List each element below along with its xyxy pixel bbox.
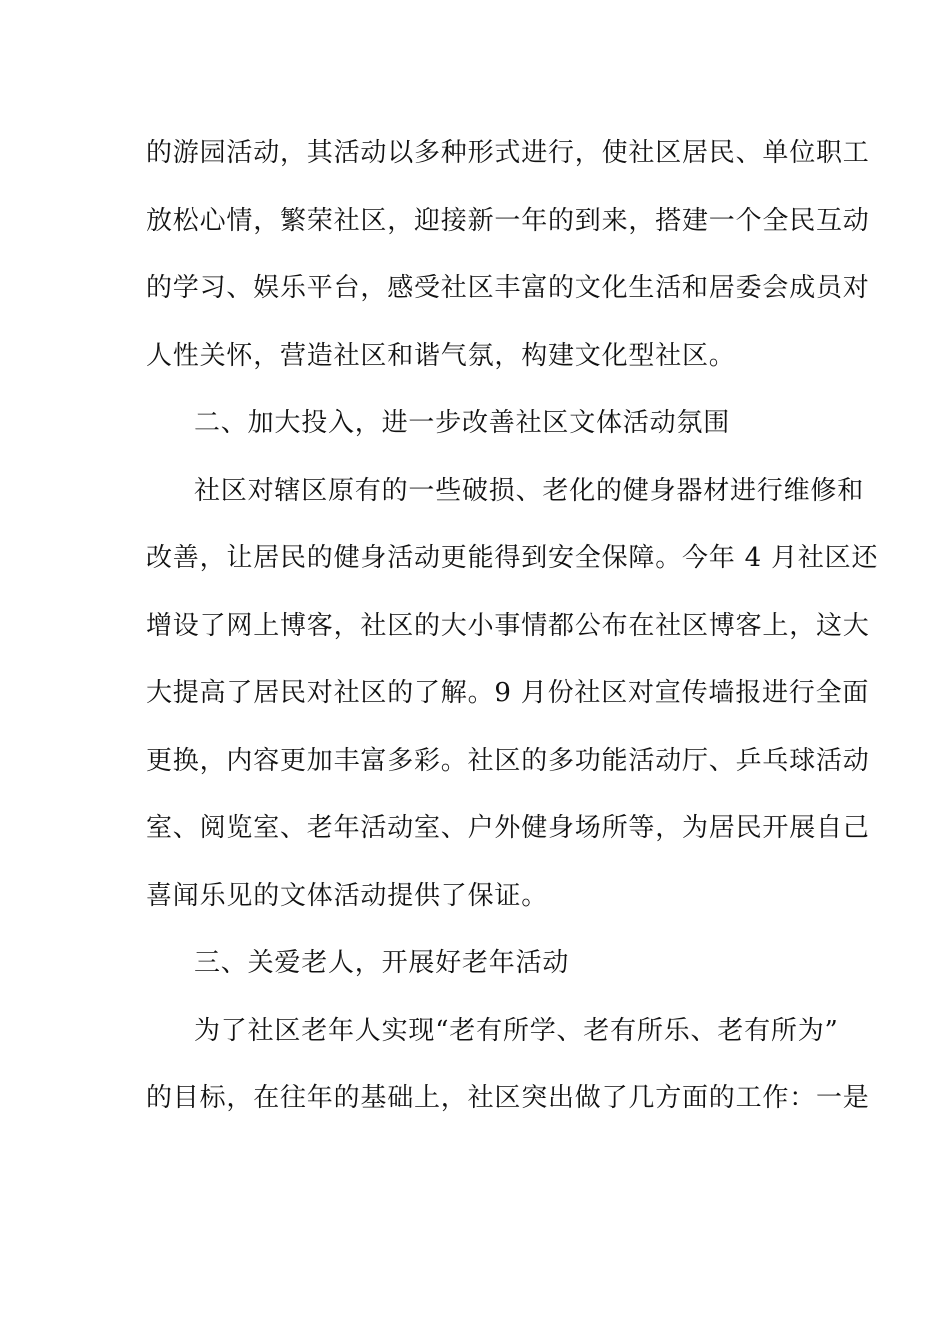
section-heading: 二、加大投入，进一步改善社区文体活动氛围 — [194, 408, 731, 438]
body-text — [146, 126, 879, 1139]
text-line: 更换，内容更加丰富多彩。社区的多功能活动厅、乒乓球活动 — [146, 745, 870, 776]
text-line: 放松心情，繁荣社区，迎接新一年的到来，搭建一个全民互动 — [146, 205, 870, 236]
text-line: 为了社区老年人实现“老有所学、老有所乐、老有所为” — [194, 1015, 839, 1046]
text-line: 增设了网上博客，社区的大小事情都公布在社区博客上，这大 — [146, 610, 870, 641]
text-line: 大提高了居民对社区的了解。9 月份社区对宣传墙报进行全面 — [146, 678, 870, 708]
text-line: 的目标，在往年的基础上，社区突出做了几方面的工作：一是 — [146, 1083, 870, 1113]
text-line: 的游园活动，其活动以多种形式进行，使社区居民、单位职工 — [146, 138, 870, 168]
text-line: 改善，让居民的健身活动更能得到安全保障。今年 4 月社区还 — [146, 543, 879, 573]
text-line: 室、阅览室、老年活动室、户外健身场所等，为居民开展自己 — [146, 813, 870, 843]
section-heading: 三、关爱老人，开展好老年活动 — [194, 948, 570, 978]
text-line: 的学习、娱乐平台，感受社区丰富的文化生活和居委会成员对 — [146, 273, 870, 303]
text-line: 喜闻乐见的文体活动提供了保证。 — [146, 880, 549, 911]
text-line: 社区对辖区原有的一些破损、老化的健身器材进行维修和 — [194, 475, 865, 506]
text-line: 人性关怀，营造社区和谐气氛，构建文化型社区。 — [146, 340, 736, 371]
